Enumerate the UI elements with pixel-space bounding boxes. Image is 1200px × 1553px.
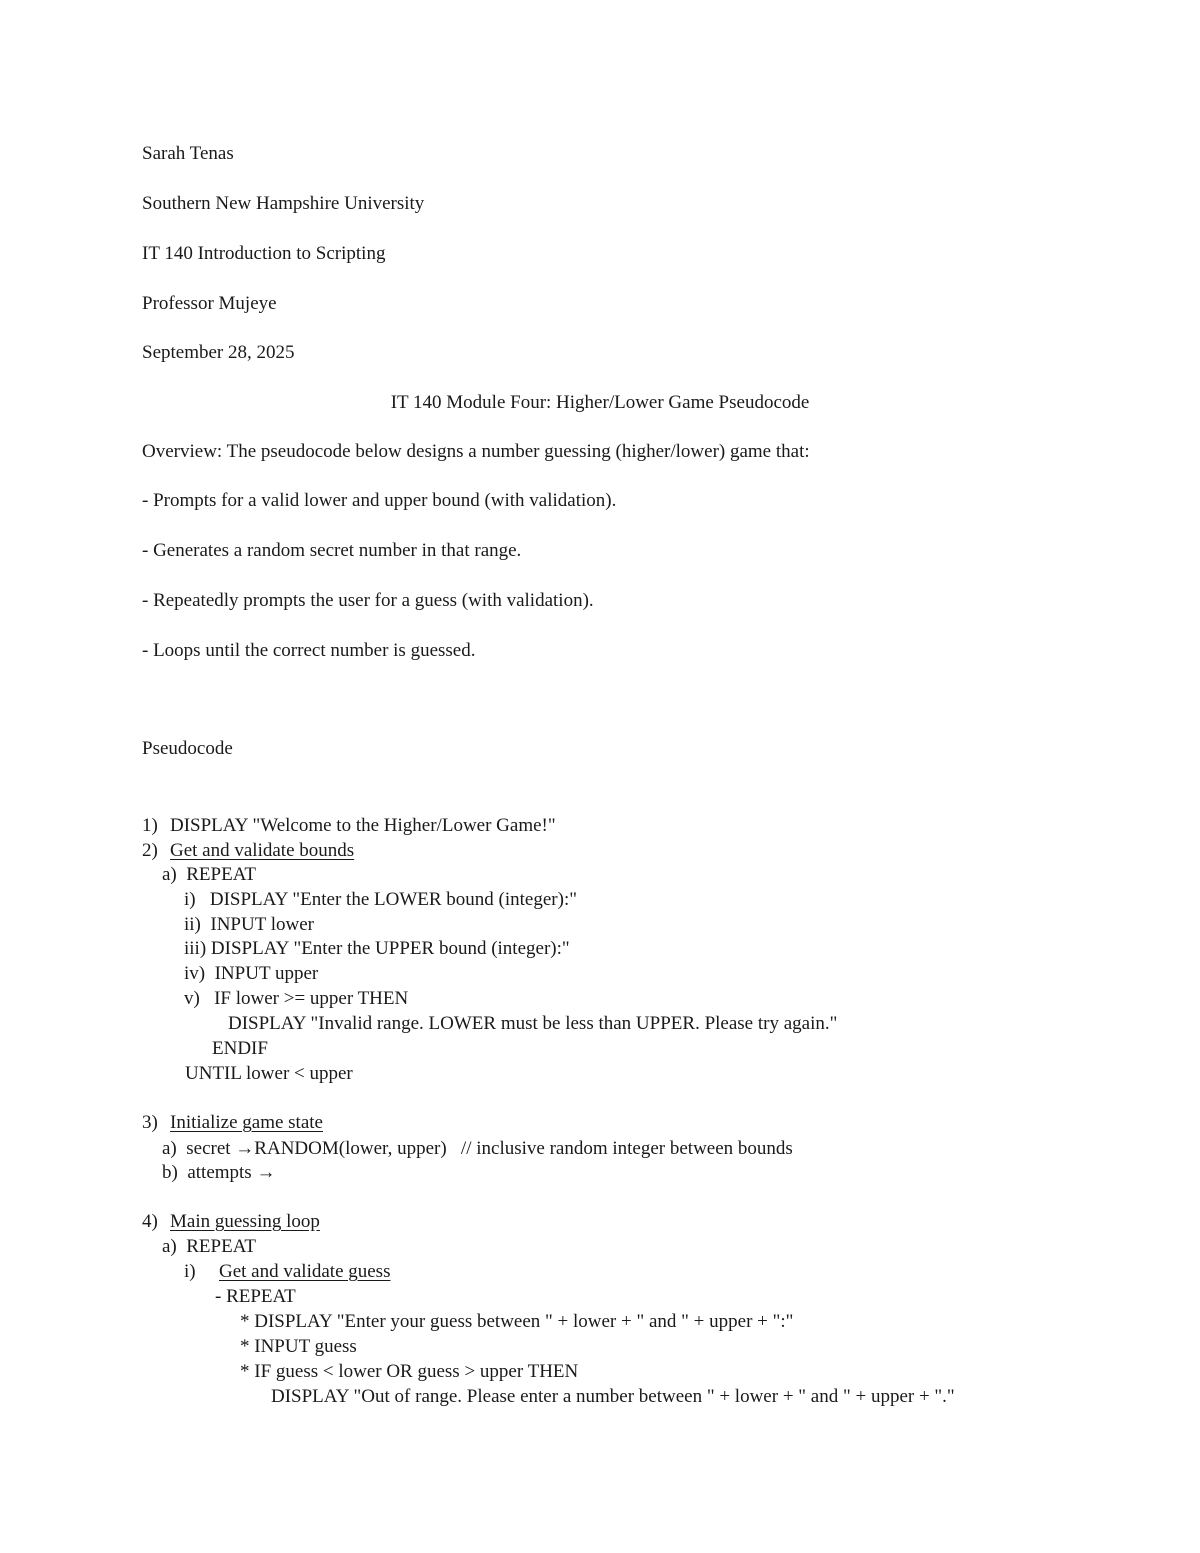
step-2-number: 2) — [142, 840, 158, 861]
step-2a-v-display: DISPLAY "Invalid range. LOWER must be less than UPPER. Please try again." — [228, 1013, 838, 1034]
step-2a: a) REPEAT — [162, 864, 256, 885]
course-name: IT 140 Introduction to Scripting — [142, 243, 386, 264]
step-3b: b) attempts → — [162, 1162, 276, 1183]
step-1-number: 1) — [142, 815, 158, 836]
institution: Southern New Hampshire University — [142, 193, 425, 214]
step-4-if: * IF guess < lower OR guess > upper THEN — [240, 1361, 579, 1382]
step-4-out-of-range: DISPLAY "Out of range. Please enter a number between " + lower + " and " + upper + "." — [271, 1386, 955, 1407]
step-4a: a) REPEAT — [162, 1236, 256, 1257]
overview-intro: Overview: The pseudocode below designs a number guessing (higher/lower) game that: — [142, 441, 810, 462]
pseudocode-heading: Pseudocode — [142, 738, 233, 759]
document-date: September 28, 2025 — [142, 342, 295, 363]
overview-bullet: - Repeatedly prompts the user for a guess (with validation). — [142, 590, 594, 611]
step-4-input: * INPUT guess — [240, 1336, 357, 1357]
overview-bullet: - Prompts for a valid lower and upper bound (with validation). — [142, 490, 617, 511]
step-1-text: DISPLAY "Welcome to the Higher/Lower Game!" — [170, 815, 556, 836]
step-2a-endif: ENDIF — [212, 1038, 268, 1059]
step-4a-i-title: Get and validate guess — [219, 1261, 391, 1282]
step-2-title: Get and validate bounds — [170, 840, 355, 861]
step-2a-v: v) IF lower >= upper THEN — [184, 988, 409, 1009]
step-2a-iii: iii) DISPLAY "Enter the UPPER bound (integer):" — [184, 938, 570, 959]
document-title: IT 140 Module Four: Higher/Lower Game Pseudocode — [390, 392, 810, 413]
overview-bullet: - Generates a random secret number in that range. — [142, 540, 522, 561]
step-2a-ii: ii) INPUT lower — [184, 914, 314, 935]
step-4-number: 4) — [142, 1211, 158, 1232]
step-4-repeat: - REPEAT — [215, 1286, 296, 1307]
step-4-display: * DISPLAY "Enter your guess between " + lower + " and " + upper + ":" — [240, 1311, 794, 1332]
overview-bullet: - Loops until the correct number is guessed. — [142, 640, 476, 661]
step-3a: a) secret →RANDOM(lower, upper) // inclusive random integer between bounds — [162, 1138, 793, 1159]
step-2a-i: i) DISPLAY "Enter the LOWER bound (integer):" — [184, 889, 577, 910]
author-name: Sarah Tenas — [142, 143, 234, 164]
professor-name: Professor Mujeye — [142, 293, 277, 314]
step-3-title: Initialize game state — [170, 1112, 323, 1133]
step-4-title: Main guessing loop — [170, 1211, 320, 1232]
step-4a-i-number: i) — [184, 1261, 196, 1282]
step-2a-until: UNTIL lower < upper — [185, 1063, 353, 1084]
step-2a-iv: iv) INPUT upper — [184, 963, 319, 984]
step-3-number: 3) — [142, 1112, 158, 1133]
